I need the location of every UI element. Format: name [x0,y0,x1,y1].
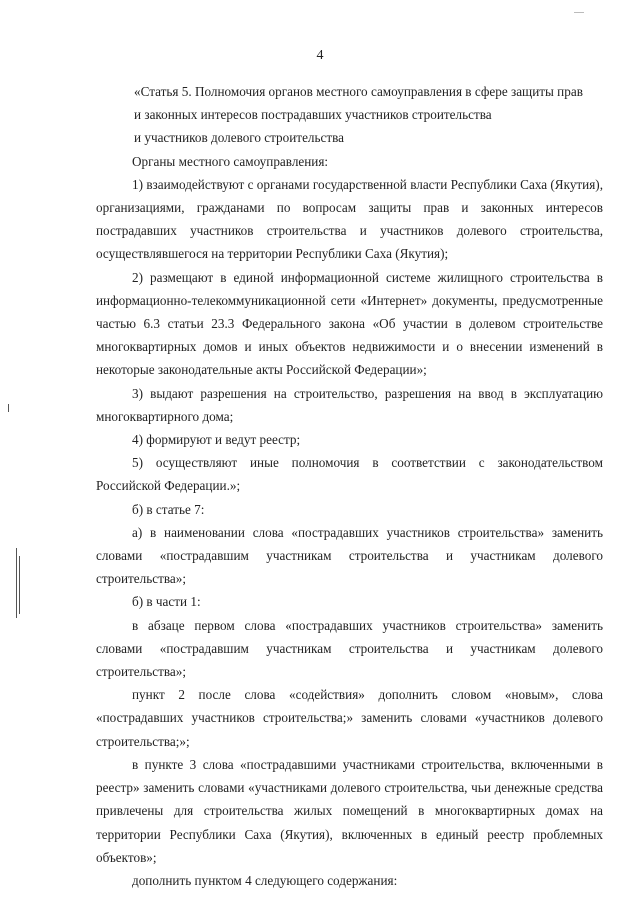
paragraph: 3) выдают разрешения на строительство, разрешения на ввод в эксплуатацию многоквартирного дома; [96,385,603,424]
scan-mark [8,404,9,412]
paragraph: пункт 2 после слова «содействия» дополнить словом «новым», слова «пострадавших участников строительства;» заменить словами «участников долевого строительства;»; [96,687,603,749]
paragraph: Органы местного самоуправления: [132,153,329,169]
paragraph: в абзаце первом слова «пострадавших участников строительства» заменить словами «пострадавшим участникам строительства и участникам долевого строительства»; [96,617,603,680]
paragraph: б) в статье 7: [132,501,205,517]
article-title-line: и участников долевого строительства [134,130,345,146]
article-title-line: и законных интересов пострадавших участников строительства [134,107,492,123]
scan-mark [574,12,584,13]
article-title-line: «Статья 5. Полномочия органов местного самоуправления в сфере защиты прав [134,84,583,99]
scan-mark [19,556,20,614]
page-number: 4 [316,48,324,63]
scan-mark [16,548,17,618]
paragraph: 2) размещают в единой информационной системе жилищного строительства в информационно-телекоммуникационной сети «Интернет» документы, предусмотренные частью 6.3 статьи 23.3 Федерального закона «Об участии в долевом строительстве многоквартирных домов и иных объектов недвижимости и о внесении изменений в некоторые законодательные акты Российской Федерации»; [96,269,603,378]
paragraph: б) в части 1: [132,594,201,610]
paragraph: в пункте 3 слова «пострадавшими участниками строительства, включенными в реестр» заменить словами «участниками долевого строительства, чьи денежные средства привлечены для строительства жилых помещений в многоквартирных домах на территории Республики Саха (Якутия), включенных в единый реестр проблемных объектов»; [96,756,603,865]
paragraph: 1) взаимодействуют с органами государственной власти Республики Саха (Якутия), организациями, гражданами по вопросам защиты прав и законных интересов пострадавших участников строительства и участников долевого строительства, осуществлявшегося на территории Республики Саха (Якутия); [96,176,603,262]
paragraph: а) в наименовании слова «пострадавших участников строительства» заменить словами «пострадавшим участникам строительства и участникам долевого строительства»; [96,524,603,587]
paragraph: 4) формируют и ведут реестр; [132,432,301,448]
document-body [96,80,603,892]
paragraph: дополнить пунктом 4 следующего содержания: [132,872,398,888]
article-title [96,80,603,150]
paragraph: 5) осуществляют иные полномочия в соответствии с законодательством Российской Федерации.»; [96,455,603,494]
